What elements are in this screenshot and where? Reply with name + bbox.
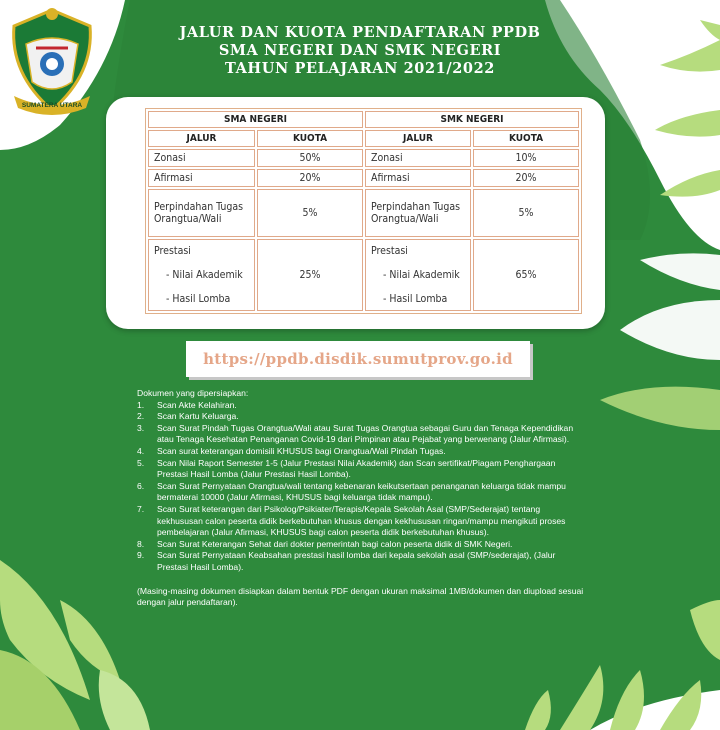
list-item — [137, 504, 587, 539]
sma-jalur-cell: Perpindahan Tugas Orangtua/Wali — [148, 189, 255, 237]
smk-prestasi-cell — [365, 239, 471, 311]
list-item-number: 5. — [137, 457, 145, 468]
sma-prestasi-sub-akademik: - Nilai Akademik — [166, 269, 243, 281]
smk-jalur-cell: Perpindahan Tugas Orangtua/Wali — [365, 189, 471, 237]
smk-col-jalur: JALUR — [365, 130, 471, 147]
sma-kuota-cell: 5% — [257, 189, 363, 237]
list-item-text: Scan Surat keterangan dari Psikolog/Psikiater/Terapis/Kepala Sekolah Asal (SMP/Sederajat) tentang kekhususan calon peserta didik berkebutuhan khusus dengan kekhususan ringan/mampu mengikuti proses pembelajaran (Jalur Afirmasi, KHUSUS bagi calon peserta didik berkebutuhan khusus). — [157, 503, 566, 538]
list-item-number: 8. — [137, 538, 145, 549]
list-item-text: Scan surat keterangan domisili KHUSUS bagi Orangtua/Wali Pindah Tugas. — [157, 445, 446, 456]
smk-prestasi-label: Prestasi — [371, 245, 408, 257]
table-row — [148, 239, 579, 311]
list-item-number: 7. — [137, 503, 145, 514]
sma-kuota-cell: 25% — [257, 239, 363, 311]
list-item — [137, 423, 587, 446]
title-line-1: JALUR DAN KUOTA PENDAFTARAN PPDB — [179, 24, 541, 41]
list-item — [137, 411, 587, 423]
title-line-2: SMA NEGERI DAN SMK NEGERI — [218, 42, 502, 59]
list-item — [137, 458, 587, 481]
quota-table — [145, 108, 582, 314]
smk-jalur-cell: Zonasi — [365, 149, 471, 167]
sma-header: SMA NEGERI — [148, 111, 363, 128]
title-line-3: TAHUN PELAJARAN 2021/2022 — [224, 60, 496, 77]
smk-kuota-cell: 65% — [473, 239, 579, 311]
documents-section — [137, 388, 587, 609]
list-item — [137, 400, 587, 412]
table-school-header-row — [148, 111, 579, 128]
registration-url-link[interactable]: https://ppdb.disdik.sumutprov.go.id — [186, 341, 530, 377]
list-item — [137, 550, 587, 573]
sma-jalur-cell: Zonasi — [148, 149, 255, 167]
sma-prestasi-sub-lomba: - Hasil Lomba — [166, 293, 231, 305]
list-item — [137, 539, 587, 551]
provincial-emblem-logo — [6, 4, 98, 120]
documents-list — [137, 400, 587, 574]
list-item-text: Scan Akte Kelahiran. — [157, 399, 237, 410]
documents-heading: Dokumen yang dipersiapkan: — [137, 388, 249, 398]
list-item-number: 3. — [137, 422, 145, 433]
list-item-text: Scan Surat Pindah Tugas Orangtua/Wali atau Surat Tugas Orangtua sebagai Guru dan Tenaga Kependidikan atau Tenaga Kesehatan Penanganan Covid-19 dari Pimpinan atau Pejabat yang berwenang (Jalur Afirmasi). — [157, 422, 574, 445]
list-item-number: 1. — [137, 399, 145, 410]
sma-prestasi-cell — [148, 239, 255, 311]
logo-banner-text: SUMATERA UTARA — [21, 102, 83, 109]
sma-kuota-cell: 20% — [257, 169, 363, 187]
list-item-text: Scan Surat Pernyataan Keabsahan prestasi hasil lomba dari kepala sekolah asal (SMP/sederajat), (Jalur Prestasi Hasil Lomba). — [157, 550, 556, 572]
smk-prestasi-sub-akademik: - Nilai Akademik — [383, 269, 460, 281]
list-item-text: Scan Kartu Keluarga. — [157, 411, 239, 422]
page-title — [150, 24, 570, 78]
table-row — [148, 189, 579, 237]
list-item-number: 2. — [137, 411, 145, 422]
list-item-text: Scan Surat Pernyataan Orangtua/wali tentang kebenaran keikutsertaan penanganan keluarga tidak mampu bermaterai 10000 (Jalur Afirmasi, KHUSUS bagi keluarga tidak mampu). — [157, 480, 566, 503]
smk-header: SMK NEGERI — [365, 111, 579, 128]
list-item-number: 9. — [137, 550, 145, 561]
table-column-header-row — [148, 130, 579, 147]
list-item-text: Scan Nilai Raport Semester 1-5 (Jalur Prestasi Nilai Akademik) dan Scan sertifikat/Piagam Penghargaan Prestasi Hasil Lomba (Jalur Prestasi Hasil Lomba). — [157, 457, 556, 480]
smk-prestasi-sub-lomba: - Hasil Lomba — [383, 293, 448, 305]
smk-kuota-cell: 20% — [473, 169, 579, 187]
smk-kuota-cell: 10% — [473, 149, 579, 167]
list-item-number: 4. — [137, 445, 145, 456]
list-item-text: Scan Surat Keterangan Sehat dari dokter pemerintah bagi calon peserta didik di SMK Negeri. — [157, 538, 513, 549]
sma-jalur-cell: Afirmasi — [148, 169, 255, 187]
sma-col-jalur: JALUR — [148, 130, 255, 147]
sma-col-kuota: KUOTA — [257, 130, 363, 147]
list-item — [137, 481, 587, 504]
sma-prestasi-label: Prestasi — [154, 245, 191, 257]
table-row — [148, 169, 579, 187]
smk-kuota-cell: 5% — [473, 189, 579, 237]
list-item — [137, 446, 587, 458]
smk-jalur-cell: Afirmasi — [365, 169, 471, 187]
smk-col-kuota: KUOTA — [473, 130, 579, 147]
table-row — [148, 149, 579, 167]
documents-note: (Masing-masing dokumen disiapkan dalam bentuk PDF dengan ukuran maksimal 1MB/dokumen dan diupload sesuai dengan jalur pendaftaran). — [137, 585, 584, 608]
sma-kuota-cell: 50% — [257, 149, 363, 167]
list-item-number: 6. — [137, 480, 145, 491]
